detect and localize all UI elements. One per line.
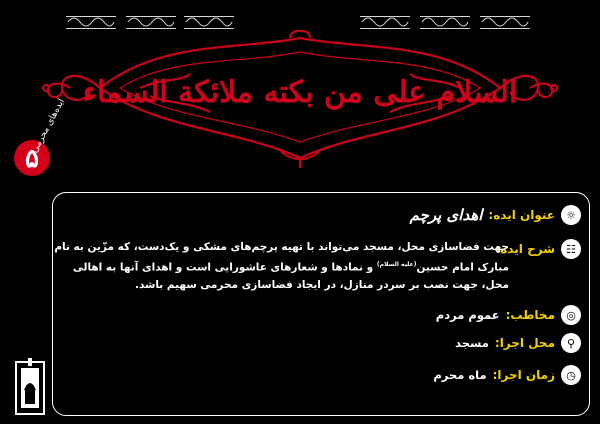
map-pin-icon: ⚲ [561, 333, 581, 353]
location-value: مسجد [455, 336, 489, 350]
target-icon: ◎ [561, 305, 581, 325]
audience-row [436, 305, 581, 325]
description-label: شرح ایده: [495, 242, 555, 256]
description-text [49, 239, 509, 294]
clock-icon: ◷ [561, 365, 581, 385]
description-part2: و نمادها و شعارهای عاشورایی است و اهدای آنها به اهالی محل، جهت نصب بر سردر منازل، در ایجاد فضاسازی محرمی سهیم باشد. [72, 261, 509, 291]
header-ornament [40, 30, 560, 170]
header-calligraphy: السلام علی من بکته ملائکة السماء [82, 75, 518, 110]
description-part1: جهت فضاسازی محل، مسجد می‌تواند با تهیه پرچم‌های مشکی و یک‌دست، که مزّین به نام مبارک امام حسین [54, 241, 509, 274]
idea-badge-label: ایده‌های محرمی [30, 97, 67, 155]
mosque-logo-art [14, 356, 46, 416]
time-value: ماه محرم [433, 368, 487, 382]
idea-card [52, 192, 590, 416]
location-label: محل اجرا: [494, 336, 555, 350]
time-label: زمان اجرا: [492, 368, 555, 382]
mosque-logo [14, 356, 46, 416]
location-row [455, 333, 581, 353]
document-icon: ☷ [561, 239, 581, 259]
title-label: عنوان ایده: [488, 208, 555, 222]
arabesque-frame-art [40, 30, 560, 170]
description-honorific: (علیه السلام) [376, 261, 417, 268]
time-row [433, 365, 581, 385]
title-row [410, 205, 581, 225]
lightbulb-icon: ☼ [561, 205, 581, 225]
audience-label: مخاطب: [505, 308, 555, 322]
idea-number-badge: ۵ [14, 140, 50, 176]
audience-value: عموم مردم [435, 308, 500, 322]
title-value: اهدای پرچم [409, 206, 483, 224]
